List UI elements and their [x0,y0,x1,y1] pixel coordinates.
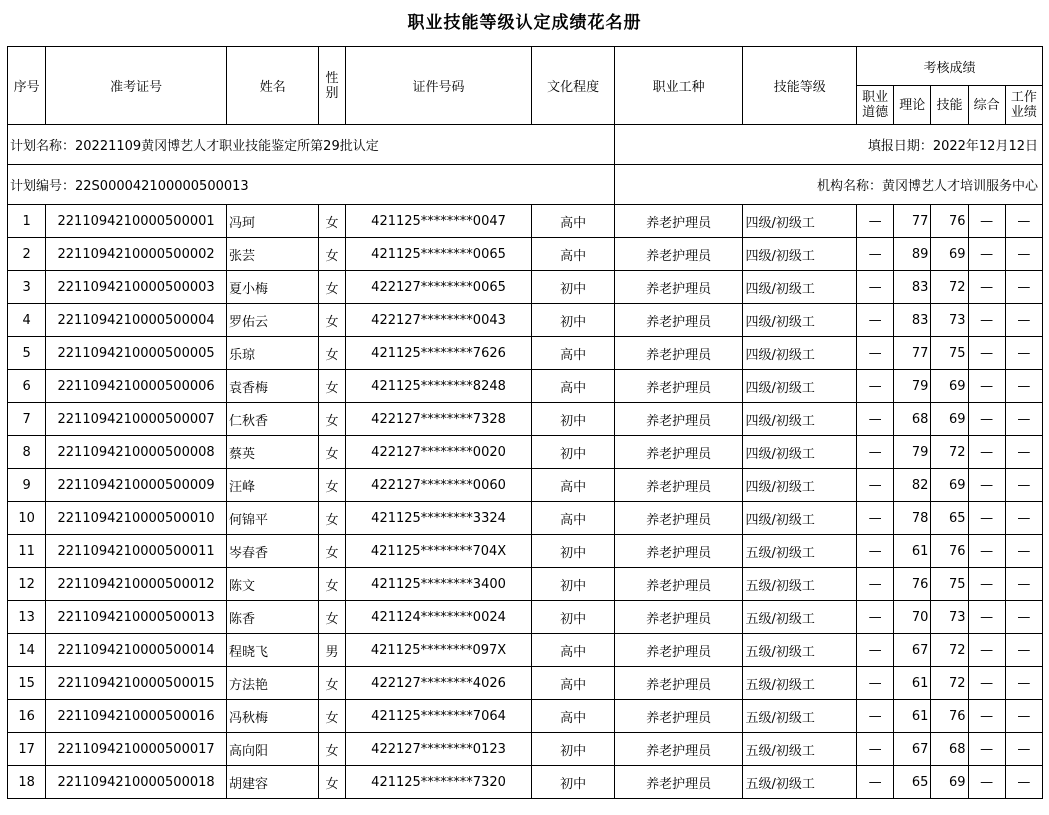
overall-cell: — [968,700,1005,733]
performance-cell: — [1005,436,1042,469]
gender-cell: 女 [319,502,345,535]
performance-cell: — [1005,634,1042,667]
skill-cell: 73 [931,304,968,337]
table-row [8,502,1043,535]
skill-cell: 72 [931,667,968,700]
education-cell: 初中 [532,436,614,469]
occupation-cell: 养老护理员 [614,436,743,469]
name-cell: 蔡英 [227,436,319,469]
id-no-cell: 422127********0060 [345,469,532,502]
id-no-cell: 421125********3324 [345,502,532,535]
skill-cell: 76 [931,205,968,238]
level-cell: 五级/初级工 [743,667,857,700]
skill-cell: 75 [931,337,968,370]
level-cell: 四级/初级工 [743,271,857,304]
id-no-cell: 422127********0065 [345,271,532,304]
seq-cell: 16 [8,700,46,733]
seq-cell: 8 [8,436,46,469]
level-cell: 四级/初级工 [743,469,857,502]
name-cell: 冯秋梅 [227,700,319,733]
seq-cell: 6 [8,370,46,403]
id-no-cell: 422127********7328 [345,403,532,436]
name-cell: 高向阳 [227,733,319,766]
table-row [8,568,1043,601]
theory-cell: 83 [894,271,931,304]
ethics-cell: — [857,733,894,766]
occupation-cell: 养老护理员 [614,766,743,799]
table-row [8,304,1043,337]
education-cell: 高中 [532,667,614,700]
skill-cell: 72 [931,634,968,667]
name-cell: 冯珂 [227,205,319,238]
performance-cell: — [1005,403,1042,436]
exam-id-cell: 2211094210000500010 [46,502,227,535]
overall-cell: — [968,634,1005,667]
level-cell: 四级/初级工 [743,436,857,469]
education-cell: 初中 [532,535,614,568]
ethics-cell: — [857,304,894,337]
skill-cell: 76 [931,535,968,568]
gender-cell: 女 [319,271,345,304]
overall-cell: — [968,568,1005,601]
skill-cell: 73 [931,601,968,634]
gender-cell: 女 [319,337,345,370]
skill-cell: 68 [931,733,968,766]
table-row [8,370,1043,403]
occupation-cell: 养老护理员 [614,205,743,238]
seq-cell: 4 [8,304,46,337]
name-cell: 袁香梅 [227,370,319,403]
exam-id-cell: 2211094210000500008 [46,436,227,469]
seq-cell: 1 [8,205,46,238]
id-no-cell: 422127********0020 [345,436,532,469]
overall-cell: — [968,304,1005,337]
performance-cell: — [1005,502,1042,535]
seq-cell: 15 [8,667,46,700]
theory-cell: 67 [894,634,931,667]
overall-cell: — [968,238,1005,271]
roster-table [7,46,1043,799]
education-cell: 高中 [532,337,614,370]
theory-cell: 67 [894,733,931,766]
name-cell: 夏小梅 [227,271,319,304]
gender-cell: 女 [319,601,345,634]
exam-id-cell: 2211094210000500013 [46,601,227,634]
overall-cell: — [968,271,1005,304]
overall-cell: — [968,205,1005,238]
seq-cell: 11 [8,535,46,568]
theory-cell: 61 [894,535,931,568]
header-performance: 工作业绩 [1005,86,1042,125]
theory-cell: 68 [894,403,931,436]
education-cell: 初中 [532,304,614,337]
performance-cell: — [1005,568,1042,601]
occupation-cell: 养老护理员 [614,634,743,667]
exam-id-cell: 2211094210000500004 [46,304,227,337]
occupation-cell: 养老护理员 [614,370,743,403]
ethics-cell: — [857,271,894,304]
table-row [8,667,1043,700]
theory-cell: 79 [894,436,931,469]
header-id-no: 证件号码 [345,47,532,125]
table-row [8,403,1043,436]
gender-cell: 女 [319,469,345,502]
plan-code: 计划编号：22S000042100000500013 [8,165,615,205]
name-cell: 陈文 [227,568,319,601]
header-occupation: 职业工种 [614,47,743,125]
id-no-cell: 421125********7064 [345,700,532,733]
overall-cell: — [968,337,1005,370]
overall-cell: — [968,403,1005,436]
name-cell: 仁秋香 [227,403,319,436]
seq-cell: 2 [8,238,46,271]
overall-cell: — [968,667,1005,700]
theory-cell: 82 [894,469,931,502]
table-row [8,469,1043,502]
overall-cell: — [968,370,1005,403]
theory-cell: 77 [894,337,931,370]
overall-cell: — [968,601,1005,634]
skill-cell: 69 [931,469,968,502]
overall-cell: — [968,766,1005,799]
ethics-cell: — [857,568,894,601]
occupation-cell: 养老护理员 [614,700,743,733]
table-row [8,700,1043,733]
table-row [8,205,1043,238]
overall-cell: — [968,469,1005,502]
name-cell: 方法艳 [227,667,319,700]
performance-cell: — [1005,535,1042,568]
exam-id-cell: 2211094210000500012 [46,568,227,601]
overall-cell: — [968,502,1005,535]
education-cell: 高中 [532,634,614,667]
id-no-cell: 421125********7320 [345,766,532,799]
header-level: 技能等级 [743,47,857,125]
skill-cell: 65 [931,502,968,535]
exam-id-cell: 2211094210000500001 [46,205,227,238]
name-cell: 汪峰 [227,469,319,502]
skill-cell: 69 [931,403,968,436]
table-row [8,271,1043,304]
theory-cell: 78 [894,502,931,535]
ethics-cell: — [857,502,894,535]
exam-id-cell: 2211094210000500018 [46,766,227,799]
level-cell: 四级/初级工 [743,205,857,238]
occupation-cell: 养老护理员 [614,601,743,634]
gender-cell: 女 [319,370,345,403]
exam-id-cell: 2211094210000500007 [46,403,227,436]
header-theory: 理论 [894,86,931,125]
seq-cell: 9 [8,469,46,502]
theory-cell: 79 [894,370,931,403]
id-no-cell: 421125********704X [345,535,532,568]
level-cell: 四级/初级工 [743,370,857,403]
exam-id-cell: 2211094210000500015 [46,667,227,700]
seq-cell: 12 [8,568,46,601]
ethics-cell: — [857,634,894,667]
table-row [8,535,1043,568]
name-cell: 何锦平 [227,502,319,535]
level-cell: 五级/初级工 [743,535,857,568]
education-cell: 高中 [532,700,614,733]
gender-cell: 女 [319,568,345,601]
header-scores: 考核成绩 [857,47,1043,86]
level-cell: 五级/初级工 [743,766,857,799]
exam-id-cell: 2211094210000500002 [46,238,227,271]
overall-cell: — [968,436,1005,469]
table-row [8,238,1043,271]
header-gender: 性别 [319,47,345,125]
occupation-cell: 养老护理员 [614,502,743,535]
education-cell: 初中 [532,403,614,436]
theory-cell: 65 [894,766,931,799]
ethics-cell: — [857,469,894,502]
education-cell: 初中 [532,733,614,766]
gender-cell: 女 [319,535,345,568]
gender-cell: 女 [319,700,345,733]
header-seq: 序号 [8,47,46,125]
name-cell: 程晓飞 [227,634,319,667]
ethics-cell: — [857,205,894,238]
skill-cell: 69 [931,370,968,403]
performance-cell: — [1005,766,1042,799]
performance-cell: — [1005,601,1042,634]
exam-id-cell: 2211094210000500011 [46,535,227,568]
id-no-cell: 421125********3400 [345,568,532,601]
education-cell: 初中 [532,766,614,799]
skill-cell: 69 [931,238,968,271]
skill-cell: 72 [931,271,968,304]
exam-id-cell: 2211094210000500016 [46,700,227,733]
gender-cell: 女 [319,766,345,799]
id-no-cell: 422127********0123 [345,733,532,766]
education-cell: 初中 [532,271,614,304]
table-row [8,436,1043,469]
gender-cell: 女 [319,304,345,337]
id-no-cell: 421125********097X [345,634,532,667]
overall-cell: — [968,733,1005,766]
occupation-cell: 养老护理员 [614,733,743,766]
theory-cell: 61 [894,700,931,733]
id-no-cell: 421125********0065 [345,238,532,271]
table-row [8,337,1043,370]
education-cell: 高中 [532,205,614,238]
id-no-cell: 421125********0047 [345,205,532,238]
education-cell: 高中 [532,469,614,502]
gender-cell: 女 [319,238,345,271]
performance-cell: — [1005,370,1042,403]
skill-cell: 72 [931,436,968,469]
performance-cell: — [1005,733,1042,766]
header-exam-id: 准考证号 [46,47,227,125]
ethics-cell: — [857,370,894,403]
table-row [8,634,1043,667]
skill-cell: 69 [931,766,968,799]
name-cell: 胡建容 [227,766,319,799]
overall-cell: — [968,535,1005,568]
header-ethics: 职业道德 [857,86,894,125]
seq-cell: 13 [8,601,46,634]
header-name: 姓名 [227,47,319,125]
level-cell: 五级/初级工 [743,634,857,667]
level-cell: 五级/初级工 [743,700,857,733]
ethics-cell: — [857,700,894,733]
level-cell: 四级/初级工 [743,403,857,436]
seq-cell: 10 [8,502,46,535]
header-skill: 技能 [931,86,968,125]
theory-cell: 70 [894,601,931,634]
performance-cell: — [1005,667,1042,700]
seq-cell: 17 [8,733,46,766]
theory-cell: 61 [894,667,931,700]
exam-id-cell: 2211094210000500003 [46,271,227,304]
occupation-cell: 养老护理员 [614,469,743,502]
report-date: 填报日期：2022年12月12日 [614,125,1042,165]
level-cell: 四级/初级工 [743,337,857,370]
seq-cell: 7 [8,403,46,436]
seq-cell: 3 [8,271,46,304]
table-row [8,733,1043,766]
occupation-cell: 养老护理员 [614,238,743,271]
performance-cell: — [1005,700,1042,733]
name-cell: 乐琼 [227,337,319,370]
occupation-cell: 养老护理员 [614,403,743,436]
name-cell: 陈香 [227,601,319,634]
level-cell: 五级/初级工 [743,568,857,601]
performance-cell: — [1005,205,1042,238]
id-no-cell: 421125********7626 [345,337,532,370]
level-cell: 五级/初级工 [743,733,857,766]
level-cell: 四级/初级工 [743,304,857,337]
theory-cell: 77 [894,205,931,238]
level-cell: 四级/初级工 [743,238,857,271]
ethics-cell: — [857,766,894,799]
page-title: 职业技能等级认定成绩花名册 [407,13,642,33]
table-row [8,601,1043,634]
education-cell: 初中 [532,568,614,601]
skill-cell: 76 [931,700,968,733]
level-cell: 五级/初级工 [743,601,857,634]
education-cell: 高中 [532,238,614,271]
occupation-cell: 养老护理员 [614,271,743,304]
performance-cell: — [1005,304,1042,337]
theory-cell: 89 [894,238,931,271]
ethics-cell: — [857,436,894,469]
table-row [8,766,1043,799]
education-cell: 高中 [532,502,614,535]
gender-cell: 女 [319,205,345,238]
header-overall: 综合 [968,86,1005,125]
gender-cell: 男 [319,634,345,667]
education-cell: 高中 [532,370,614,403]
ethics-cell: — [857,601,894,634]
exam-id-cell: 2211094210000500014 [46,634,227,667]
gender-cell: 女 [319,436,345,469]
performance-cell: — [1005,337,1042,370]
id-no-cell: 422127********0043 [345,304,532,337]
gender-cell: 女 [319,403,345,436]
org-name: 机构名称：黄冈博艺人才培训服务中心 [614,165,1042,205]
occupation-cell: 养老护理员 [614,337,743,370]
occupation-cell: 养老护理员 [614,568,743,601]
header-education: 文化程度 [532,47,614,125]
ethics-cell: — [857,667,894,700]
id-no-cell: 421125********8248 [345,370,532,403]
seq-cell: 18 [8,766,46,799]
name-cell: 张芸 [227,238,319,271]
education-cell: 初中 [532,601,614,634]
seq-cell: 14 [8,634,46,667]
occupation-cell: 养老护理员 [614,667,743,700]
exam-id-cell: 2211094210000500006 [46,370,227,403]
seq-cell: 5 [8,337,46,370]
exam-id-cell: 2211094210000500009 [46,469,227,502]
theory-cell: 76 [894,568,931,601]
plan-name: 计划名称：20221109黄冈博艺人才职业技能鉴定所第29批认定 [8,125,615,165]
ethics-cell: — [857,238,894,271]
ethics-cell: — [857,337,894,370]
occupation-cell: 养老护理员 [614,304,743,337]
name-cell: 罗佑云 [227,304,319,337]
occupation-cell: 养老护理员 [614,535,743,568]
performance-cell: — [1005,469,1042,502]
exam-id-cell: 2211094210000500005 [46,337,227,370]
skill-cell: 75 [931,568,968,601]
exam-id-cell: 2211094210000500017 [46,733,227,766]
gender-cell: 女 [319,733,345,766]
ethics-cell: — [857,535,894,568]
performance-cell: — [1005,238,1042,271]
theory-cell: 83 [894,304,931,337]
gender-cell: 女 [319,667,345,700]
name-cell: 岑春香 [227,535,319,568]
id-no-cell: 422127********4026 [345,667,532,700]
ethics-cell: — [857,403,894,436]
id-no-cell: 421124********0024 [345,601,532,634]
performance-cell: — [1005,271,1042,304]
level-cell: 四级/初级工 [743,502,857,535]
